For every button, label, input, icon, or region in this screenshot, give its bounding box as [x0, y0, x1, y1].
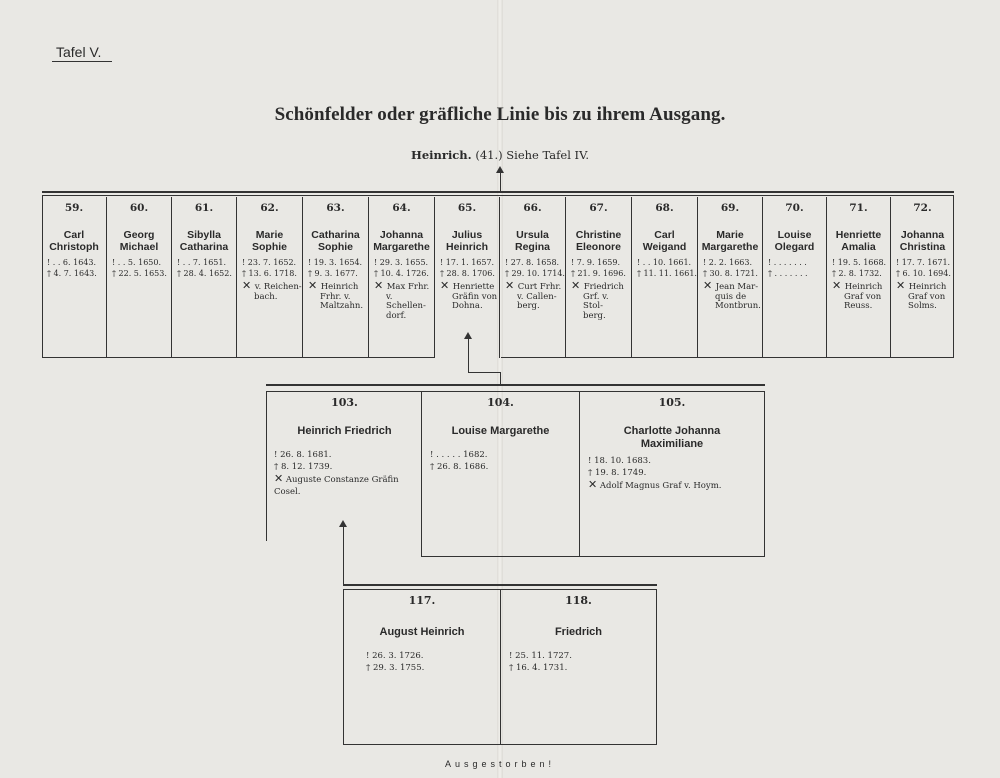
- person-number: 66.: [523, 202, 542, 214]
- person-name-line: Johanna: [379, 229, 424, 241]
- person-born: ! 27. 8. 1658.: [505, 258, 560, 267]
- person-number: 61.: [194, 202, 214, 214]
- person-card-72: [891, 197, 954, 358]
- person-name: [763, 229, 826, 253]
- person-number: 68.: [655, 202, 674, 214]
- person-died: † 10. 4. 1726.: [374, 269, 429, 278]
- person-born: ! 17. 1. 1657.: [440, 258, 495, 267]
- person-number: 71.: [849, 202, 868, 214]
- parent-name: Heinrich.: [410, 148, 472, 162]
- person-marriage: [237, 281, 302, 302]
- person-died: † 28. 4. 1652.: [177, 269, 232, 278]
- marriage-cross-icon: ✕: [440, 279, 453, 292]
- marriage-line: Graf von: [908, 291, 946, 302]
- person-born: ! 7. 9. 1659.: [571, 258, 621, 267]
- connector-65-vertical: [468, 338, 469, 373]
- dates-117: [344, 650, 500, 674]
- person-marriage: [698, 281, 762, 312]
- connector-65-horizontal: [468, 372, 500, 373]
- person-marriage: [827, 281, 890, 312]
- marriage-line: Dohna.: [452, 301, 483, 311]
- person-name-line: Johanna: [900, 229, 945, 241]
- person-dates: [303, 257, 368, 279]
- number-103: 103.: [331, 396, 358, 409]
- person-born: ! 19. 5. 1668.: [832, 258, 887, 267]
- person-name-line: Amalia: [841, 241, 876, 253]
- marriage-line: Maltzahn.: [320, 301, 364, 311]
- card-117: [343, 589, 501, 745]
- marriage-line: Reuss.: [844, 301, 873, 311]
- person-name-line: Margarethe: [373, 241, 430, 253]
- marriage-line: ✕ Friedrich: [571, 279, 624, 292]
- marriage-line: ✕ Jean Mar-: [703, 279, 759, 292]
- page-title: Schönfelder oder gräfliche Linie bis zu ihrem Ausgang.: [274, 104, 726, 125]
- marriage-line: Grf. v. Stol-: [583, 291, 609, 311]
- person-name-line: Regina: [514, 241, 550, 253]
- marriage-cross-icon: ✕: [374, 279, 387, 292]
- generation3-bracket-top: [343, 584, 657, 586]
- marriage-line: berg.: [583, 310, 606, 321]
- person-marriage: [369, 281, 434, 321]
- person-card-60: [107, 197, 172, 358]
- marriage-line: Gräfin von: [452, 291, 498, 302]
- person-born: ! 29. 3. 1655.: [374, 258, 429, 267]
- person-died: † 28. 8. 1706.: [440, 269, 495, 278]
- marriage-line: Montbrun.: [715, 301, 761, 311]
- marriage-cross-icon: ✕: [571, 279, 584, 292]
- person-card-61: [172, 197, 237, 358]
- person-name-line: Sophie: [251, 241, 287, 253]
- marriage-line: ✕ Heinrich: [896, 279, 947, 292]
- person-number: 63.: [326, 202, 345, 214]
- card-105: [579, 391, 765, 557]
- marriage-line: Frhr. v.: [320, 291, 351, 302]
- person-died: † 22. 5. 1653.: [112, 269, 167, 278]
- name-104: Louise Margarethe: [451, 425, 550, 437]
- connector-65-arrow-icon: [464, 332, 472, 339]
- born-117: ! 26. 3. 1726.: [366, 651, 424, 661]
- person-name: [827, 229, 890, 253]
- person-name: [566, 229, 631, 253]
- person-name-line: Weigand: [642, 241, 687, 253]
- marriage-cross-icon: ✕: [308, 279, 321, 292]
- parent-arrow-icon: [496, 166, 504, 173]
- person-dates: [891, 257, 954, 279]
- parent-connector-line: [500, 172, 501, 192]
- person-name-line: Christine: [575, 229, 622, 241]
- marriage-cross-icon: ✕: [505, 279, 518, 292]
- person-dates: [369, 257, 434, 279]
- died-104: † 26. 8. 1686.: [430, 462, 489, 472]
- person-name-line: Sophie: [317, 241, 353, 253]
- person-died: † 4. 7. 1643.: [47, 269, 97, 278]
- marriage-line: quis de: [715, 291, 747, 302]
- person-name: [698, 229, 762, 253]
- person-number: 65.: [457, 202, 477, 214]
- connector-65-drop: [500, 372, 501, 384]
- person-born: ! . . . . . . .: [768, 258, 807, 267]
- person-died: † 9. 3. 1677.: [308, 269, 358, 278]
- marriage-line: v. Schellen-: [386, 291, 426, 311]
- person-dates: [435, 257, 499, 279]
- born-103: ! 26. 8. 1681.: [274, 450, 332, 460]
- name-117: August Heinrich: [379, 626, 465, 638]
- person-name-line: Michael: [119, 241, 159, 253]
- person-card-66: [500, 197, 566, 358]
- number-104: 104.: [487, 396, 514, 409]
- person-number: 67.: [589, 202, 608, 214]
- person-card-62: [237, 197, 303, 358]
- born-118: ! 25. 11. 1727.: [509, 651, 572, 661]
- person-dates: [237, 257, 302, 279]
- marriage-line: ✕ Curt Frhr.: [505, 279, 562, 292]
- person-number: 62.: [260, 202, 279, 214]
- person-name-line: Christoph: [49, 241, 99, 253]
- name-105-line1: Charlotte Johanna: [623, 425, 721, 437]
- person-number: 69.: [720, 202, 740, 214]
- dates-103: [267, 449, 422, 498]
- marriage-line: v. Callen-: [517, 291, 557, 302]
- person-card-70: [763, 197, 827, 358]
- marriage-cross-icon: ✕: [588, 478, 598, 491]
- person-name: [172, 229, 236, 253]
- marriage-line: Graf von: [844, 291, 882, 302]
- person-died: † 13. 6. 1718.: [242, 269, 297, 278]
- person-dates: [42, 257, 106, 279]
- person-name: [303, 229, 368, 253]
- person-name-line: Carl: [654, 229, 675, 241]
- person-born: ! 17. 7. 1671.: [896, 258, 951, 267]
- person-card-68: [632, 197, 698, 358]
- marriage-line: ✕ v. Reichen-: [242, 279, 302, 292]
- born-104: ! . . . . . 1682.: [430, 450, 488, 460]
- marriage-line: dorf.: [386, 310, 407, 321]
- parent-ref-number: (41.): [475, 148, 503, 162]
- card-104: [421, 391, 580, 557]
- died-103: † 8. 12. 1739.: [274, 462, 333, 472]
- person-died: † . . . . . . .: [768, 269, 808, 278]
- person-name-line: Catharina: [179, 241, 229, 253]
- card-103: [266, 391, 422, 541]
- person-marriage: [435, 281, 499, 312]
- marriage-line: ✕ Heinrich: [308, 279, 359, 292]
- person-name-line: Marie: [716, 229, 744, 241]
- person-name-line: Julius: [451, 229, 483, 241]
- person-name-line: Carl: [63, 229, 85, 241]
- marriage-line: bach.: [254, 291, 278, 302]
- marriage-line: berg.: [517, 301, 540, 311]
- marriage-cross-icon: ✕: [832, 279, 845, 292]
- person-marriage: [500, 281, 565, 312]
- died-105: † 19. 8. 1749.: [588, 468, 647, 478]
- marriage-line: ✕ Max Frhr.: [374, 279, 430, 292]
- person-dates: [500, 257, 565, 279]
- person-born: ! 2. 2. 1663.: [703, 258, 753, 267]
- name-105-line2: Maximiliane: [640, 438, 704, 450]
- person-card-63: [303, 197, 369, 358]
- dates-118: [501, 650, 656, 674]
- number-105: 105.: [658, 396, 686, 409]
- person-name: [107, 229, 171, 253]
- person-dates: [827, 257, 890, 279]
- marriage-line: Solms.: [908, 301, 937, 311]
- person-born: ! . . 10. 1661.: [637, 258, 692, 267]
- person-born: ! . . 5. 1650.: [112, 258, 162, 267]
- plate-label-underline: [52, 61, 112, 62]
- marriage-cross-icon: ✕: [896, 279, 909, 292]
- person-born: ! 23. 7. 1652.: [242, 258, 297, 267]
- parent-note: Siehe Tafel IV.: [506, 148, 590, 162]
- person-died: † 2. 8. 1732.: [832, 269, 882, 278]
- person-number: 72.: [913, 202, 932, 214]
- person-name: [369, 229, 434, 253]
- born-105: ! 18. 10. 1683.: [588, 456, 651, 466]
- name-118: Friedrich: [554, 626, 603, 638]
- generation1-bracket-top: [42, 191, 954, 193]
- generation2-bracket-top: [266, 384, 765, 386]
- person-born: ! . . 6. 1643.: [47, 258, 97, 267]
- person-name-line: Louise: [777, 229, 812, 241]
- person-number: 60.: [129, 202, 149, 214]
- marriage-cross-icon: ✕: [703, 279, 716, 292]
- marriage-cross-icon: ✕: [274, 472, 284, 485]
- person-name: [42, 229, 106, 253]
- connector-103-arrow-icon: [339, 520, 347, 527]
- person-name: [500, 229, 565, 253]
- person-card-67: [566, 197, 632, 358]
- person-name-line: Eleonore: [576, 241, 621, 253]
- person-name-line: Sibylla: [187, 229, 221, 241]
- marriage-105: ✕ Adolf Magnus Graf v. Hoym.: [588, 478, 722, 491]
- died-117: † 29. 3. 1755.: [366, 663, 425, 673]
- died-118: † 16. 4. 1731.: [509, 663, 568, 673]
- person-number: 70.: [785, 202, 804, 214]
- name-103: Heinrich Friedrich: [297, 425, 392, 437]
- marriage-line: ✕ Heinrich: [832, 279, 883, 292]
- person-name-line: Marie: [255, 229, 284, 241]
- person-died: † 11. 11. 1661.: [637, 269, 697, 278]
- person-name-line: Margarethe: [701, 241, 759, 253]
- person-died: † 29. 10. 1714.: [505, 269, 565, 278]
- person-name-line: Olegard: [774, 241, 815, 253]
- person-name-line: Georg: [123, 229, 155, 241]
- person-name-line: Heinrich: [445, 241, 488, 253]
- card-118: [500, 589, 657, 745]
- person-name: [237, 229, 302, 253]
- person-dates: [632, 257, 697, 279]
- marriage-line: ✕ Henriette: [440, 279, 495, 292]
- person-card-71: [827, 197, 891, 358]
- person-dates: [107, 257, 171, 279]
- person-name-line: Ursula: [516, 229, 549, 241]
- parent-reference: [0, 148, 1000, 162]
- person-name-line: Christina: [899, 241, 946, 253]
- person-dates: [566, 257, 631, 279]
- person-name: [632, 229, 697, 253]
- marriage-cross-icon: ✕: [242, 279, 255, 292]
- person-card-69: [698, 197, 763, 358]
- footer-extinct: Ausgestorben!: [444, 759, 556, 769]
- person-marriage: [891, 281, 954, 312]
- number-117: 117.: [408, 594, 436, 607]
- person-marriage: [566, 281, 631, 321]
- person-card-64: [369, 197, 435, 358]
- person-marriage: [303, 281, 368, 312]
- dates-105: [580, 455, 764, 492]
- person-number: 59.: [64, 202, 84, 214]
- person-dates: [172, 257, 236, 279]
- person-name: [891, 229, 954, 253]
- marriage-103: ✕ Auguste Constanze Gräfin Cosel.: [274, 472, 399, 497]
- number-118: 118.: [565, 594, 592, 607]
- person-name-line: Henriette: [835, 229, 882, 241]
- person-died: † 30. 8. 1721.: [703, 269, 758, 278]
- person-died: † 6. 10. 1694.: [896, 269, 951, 278]
- person-dates: [698, 257, 762, 279]
- dates-104: [422, 449, 579, 473]
- person-born: ! . . 7. 1651.: [177, 258, 227, 267]
- person-name-line: Catharina: [311, 229, 360, 241]
- plate-label: Tafel V.: [56, 44, 102, 60]
- connector-103-vertical: [343, 526, 344, 585]
- person-born: ! 19. 3. 1654.: [308, 258, 363, 267]
- person-number: 64.: [392, 202, 411, 214]
- person-dates: [763, 257, 826, 279]
- person-name: [435, 229, 499, 253]
- person-card-59: [42, 197, 107, 358]
- person-died: † 21. 9. 1696.: [571, 269, 626, 278]
